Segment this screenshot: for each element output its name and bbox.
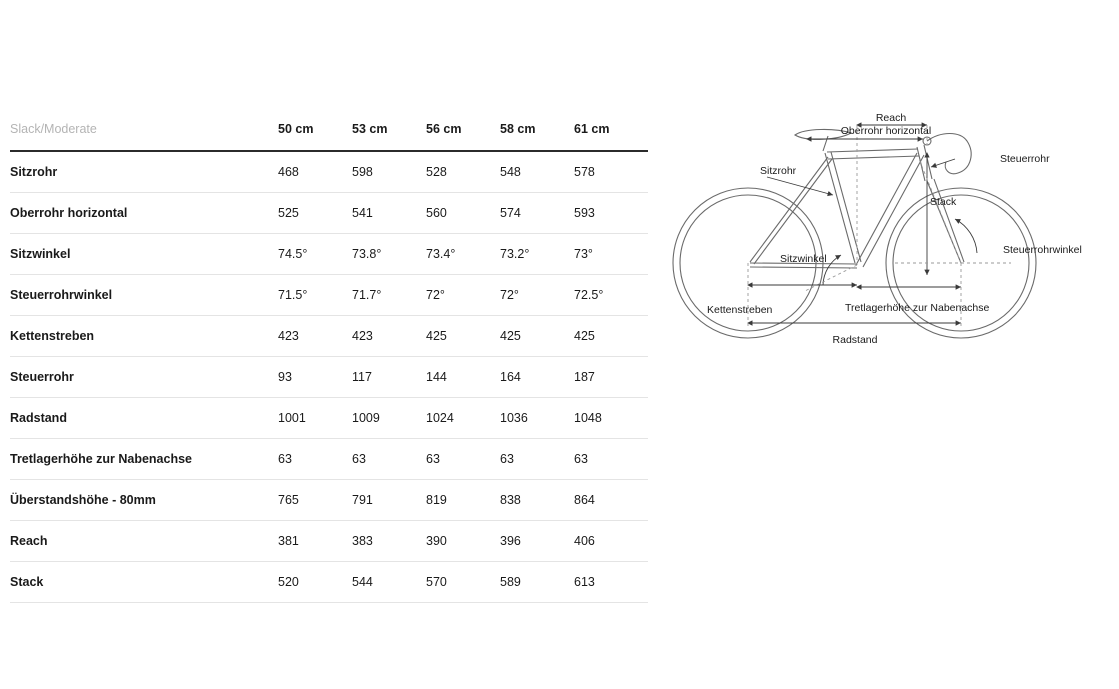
- cell-value: 72.5°: [574, 288, 604, 302]
- seat-post: [823, 136, 828, 151]
- cell-value: 144: [426, 370, 447, 384]
- table-row: [10, 521, 648, 562]
- geometry-table-container: [10, 108, 648, 603]
- cell-value: 396: [500, 534, 521, 548]
- cell-value: 1001: [278, 411, 306, 425]
- cell-value: 73.4°: [426, 247, 456, 261]
- table-row: [10, 151, 648, 193]
- cell-value: 63: [352, 452, 366, 466]
- cell-value: 544: [352, 575, 373, 589]
- cell-value: 589: [500, 575, 521, 589]
- cell-value: 1024: [426, 411, 454, 425]
- cell-value: 578: [574, 165, 595, 179]
- cell-value: 423: [352, 329, 373, 343]
- cell-value: 528: [426, 165, 447, 179]
- frame-seat-tube: [825, 153, 855, 263]
- cell-value: 63: [278, 452, 292, 466]
- column-header-size-4: 58 cm: [500, 122, 536, 136]
- cell-value: 593: [574, 206, 595, 220]
- cell-value: 765: [278, 493, 299, 507]
- table-header: [10, 108, 648, 151]
- cell-value: 791: [352, 493, 373, 507]
- table-row: [10, 357, 648, 398]
- cell-value: 390: [426, 534, 447, 548]
- row-label: Steuerrohr: [10, 370, 74, 384]
- cell-value: 425: [426, 329, 447, 343]
- cell-value: 468: [278, 165, 299, 179]
- cell-value: 73.8°: [352, 247, 382, 261]
- row-label: Reach: [10, 534, 48, 548]
- cell-value: 63: [500, 452, 514, 466]
- cell-value: 1048: [574, 411, 602, 425]
- cell-value: 548: [500, 165, 521, 179]
- seat-tube-leader: [767, 177, 833, 195]
- cell-value: 383: [352, 534, 373, 548]
- cell-value: 613: [574, 575, 595, 589]
- table-row: [10, 193, 648, 234]
- label-sitzrohr: Sitzrohr: [760, 165, 797, 177]
- label-kettenstreben: Kettenstreben: [707, 304, 773, 316]
- cell-value: 187: [574, 370, 595, 384]
- cell-value: 425: [500, 329, 521, 343]
- cell-value: 72°: [426, 288, 445, 302]
- column-header-size-2: 53 cm: [352, 122, 388, 136]
- cell-value: 381: [278, 534, 299, 548]
- cell-value: 74.5°: [278, 247, 308, 261]
- table-row: [10, 316, 648, 357]
- frame-top-tube: [827, 149, 918, 152]
- cell-value: 93: [278, 370, 292, 384]
- row-label: Kettenstreben: [10, 329, 95, 343]
- label-radstand: Radstand: [832, 334, 878, 346]
- row-label: Stack: [10, 575, 44, 589]
- table-row: [10, 562, 648, 603]
- row-label: Überstandshöhe - 80mm: [10, 493, 156, 507]
- frame-head-tube: [917, 147, 925, 181]
- cell-value: 598: [352, 165, 373, 179]
- table-corner-label: Slack/Moderate: [10, 122, 97, 136]
- cell-value: 1036: [500, 411, 528, 425]
- cell-value: 425: [574, 329, 595, 343]
- column-header-size-5: 61 cm: [574, 122, 610, 136]
- table-row: [10, 439, 648, 480]
- head-tube-leader: [931, 159, 955, 167]
- cell-value: 520: [278, 575, 299, 589]
- cell-value: 819: [426, 493, 447, 507]
- label-stack: Stack: [930, 196, 957, 208]
- cell-value: 63: [426, 452, 440, 466]
- frame-down-tube: [856, 153, 917, 265]
- cell-value: 423: [278, 329, 299, 343]
- cell-value: 838: [500, 493, 521, 507]
- cell-value: 63: [574, 452, 588, 466]
- row-label: Sitzwinkel: [10, 247, 71, 261]
- cell-value: 525: [278, 206, 299, 220]
- label-tretlagerhoehe: Tretlagerhöhe zur Nabenachse: [845, 302, 990, 314]
- cell-value: 560: [426, 206, 447, 220]
- column-header-size-1: 50 cm: [278, 122, 314, 136]
- cell-value: 117: [352, 370, 372, 384]
- cell-value: 164: [500, 370, 521, 384]
- row-label: Sitzrohr: [10, 165, 58, 179]
- cell-value: 72°: [500, 288, 519, 302]
- table-row: [10, 480, 648, 521]
- bike-geometry-diagram: [655, 95, 1115, 385]
- column-header-size-3: 56 cm: [426, 122, 462, 136]
- label-steuerrohrwinkel: Steuerrohrwinkel: [1003, 244, 1082, 256]
- cell-value: 574: [500, 206, 521, 220]
- cell-value: 73.2°: [500, 247, 530, 261]
- cell-value: 71.5°: [278, 288, 308, 302]
- table-row: [10, 234, 648, 275]
- label-oberrohr-horizontal: Oberrohr horizontal: [840, 125, 932, 137]
- cell-value: 73°: [574, 247, 593, 261]
- table-body: [10, 151, 648, 603]
- label-sitzwinkel: Sitzwinkel: [780, 253, 827, 265]
- geometry-table: [10, 108, 648, 603]
- cell-value: 406: [574, 534, 595, 548]
- cell-value: 864: [574, 493, 595, 507]
- table-row: [10, 398, 648, 439]
- label-reach: Reach: [875, 112, 907, 124]
- table-header-row: [10, 108, 648, 151]
- row-label: Tretlagerhöhe zur Nabenachse: [10, 452, 193, 466]
- cell-value: 570: [426, 575, 447, 589]
- label-steuerrohr: Steuerrohr: [1000, 153, 1050, 165]
- row-label: Oberrohr horizontal: [10, 206, 128, 220]
- cell-value: 1009: [352, 411, 380, 425]
- handlebar-icon: [927, 134, 971, 174]
- cell-value: 71.7°: [352, 288, 382, 302]
- row-label: Steuerrohrwinkel: [10, 288, 113, 302]
- row-label: Radstand: [10, 411, 67, 425]
- cell-value: 541: [352, 206, 373, 220]
- head-angle-arc: [955, 219, 977, 253]
- table-row: [10, 275, 648, 316]
